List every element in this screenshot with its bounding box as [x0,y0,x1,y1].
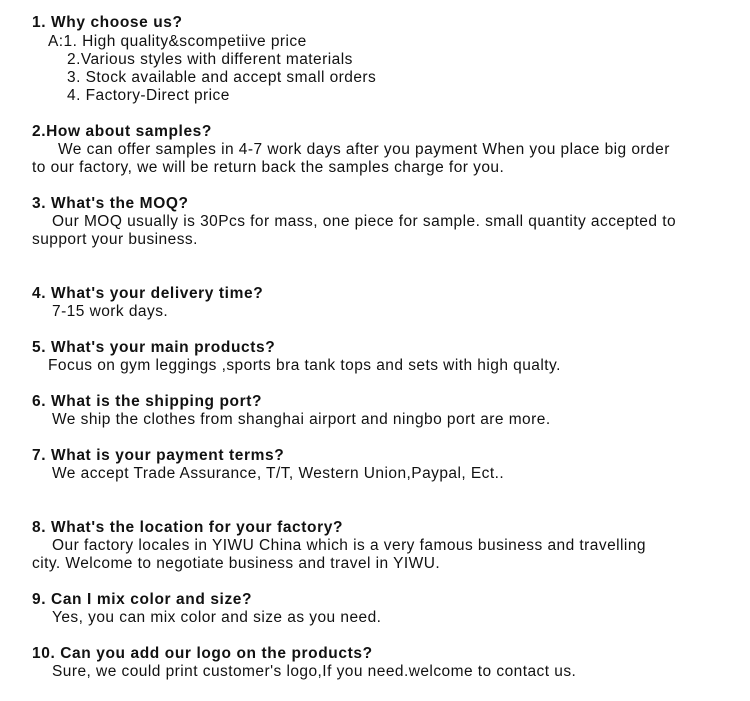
faq-answer-5-line-1: Focus on gym leggings ,sports bra tank tops and sets with high qualty. [48,357,561,374]
faq-answer-4-line-1: 7-15 work days. [52,303,169,320]
faq-question-2: 2.How about samples? [32,123,212,140]
faq-answer-8-line-1: Our factory locales in YIWU China which is a very famous business and travelling [52,537,646,554]
faq-answer-9-line-1: Yes, you can mix color and size as you need. [52,609,382,626]
faq-answer-10-line-1: Sure, we could print customer's logo,If you need.welcome to contact us. [52,663,577,680]
faq-answer-2-line-2: to our factory, we will be return back the samples charge for you. [32,159,505,176]
faq-question-5: 5. What's your main products? [32,339,276,356]
faq-question-3: 3. What's the MOQ? [32,195,189,212]
faq-answer-1-line-1: A:1. High quality&scompetiive price [48,33,307,50]
faq-answer-2-line-1: We can offer samples in 4-7 work days after you payment When you place big order [58,141,670,158]
faq-question-8: 8. What's the location for your factory? [32,519,344,536]
faq-question-6: 6. What is the shipping port? [32,393,263,410]
faq-answer-6-line-1: We ship the clothes from shanghai airport and ningbo port are more. [52,411,551,428]
faq-answer-1-line-2: 2.Various styles with different materials [67,51,353,68]
faq-answer-1-line-4: 4. Factory-Direct price [67,87,230,104]
faq-answer-3-line-2: support your business. [32,231,198,248]
faq-question-4: 4. What's your delivery time? [32,285,264,302]
faq-answer-8-line-2: city. Welcome to negotiate business and travel in YIWU. [32,555,441,572]
faq-question-9: 9. Can I mix color and size? [32,591,253,608]
faq-question-10: 10. Can you add our logo on the products? [32,645,373,662]
faq-question-7: 7. What is your payment terms? [32,447,285,464]
faq-answer-7-line-1: We accept Trade Assurance, T/T, Western Union,Paypal, Ect.. [52,465,505,482]
faq-question-1: 1. Why choose us? [32,14,183,31]
faq-answer-3-line-1: Our MOQ usually is 30Pcs for mass, one piece for sample. small quantity accepted to [52,213,677,230]
faq-answer-1-line-3: 3. Stock available and accept small orders [67,69,377,86]
